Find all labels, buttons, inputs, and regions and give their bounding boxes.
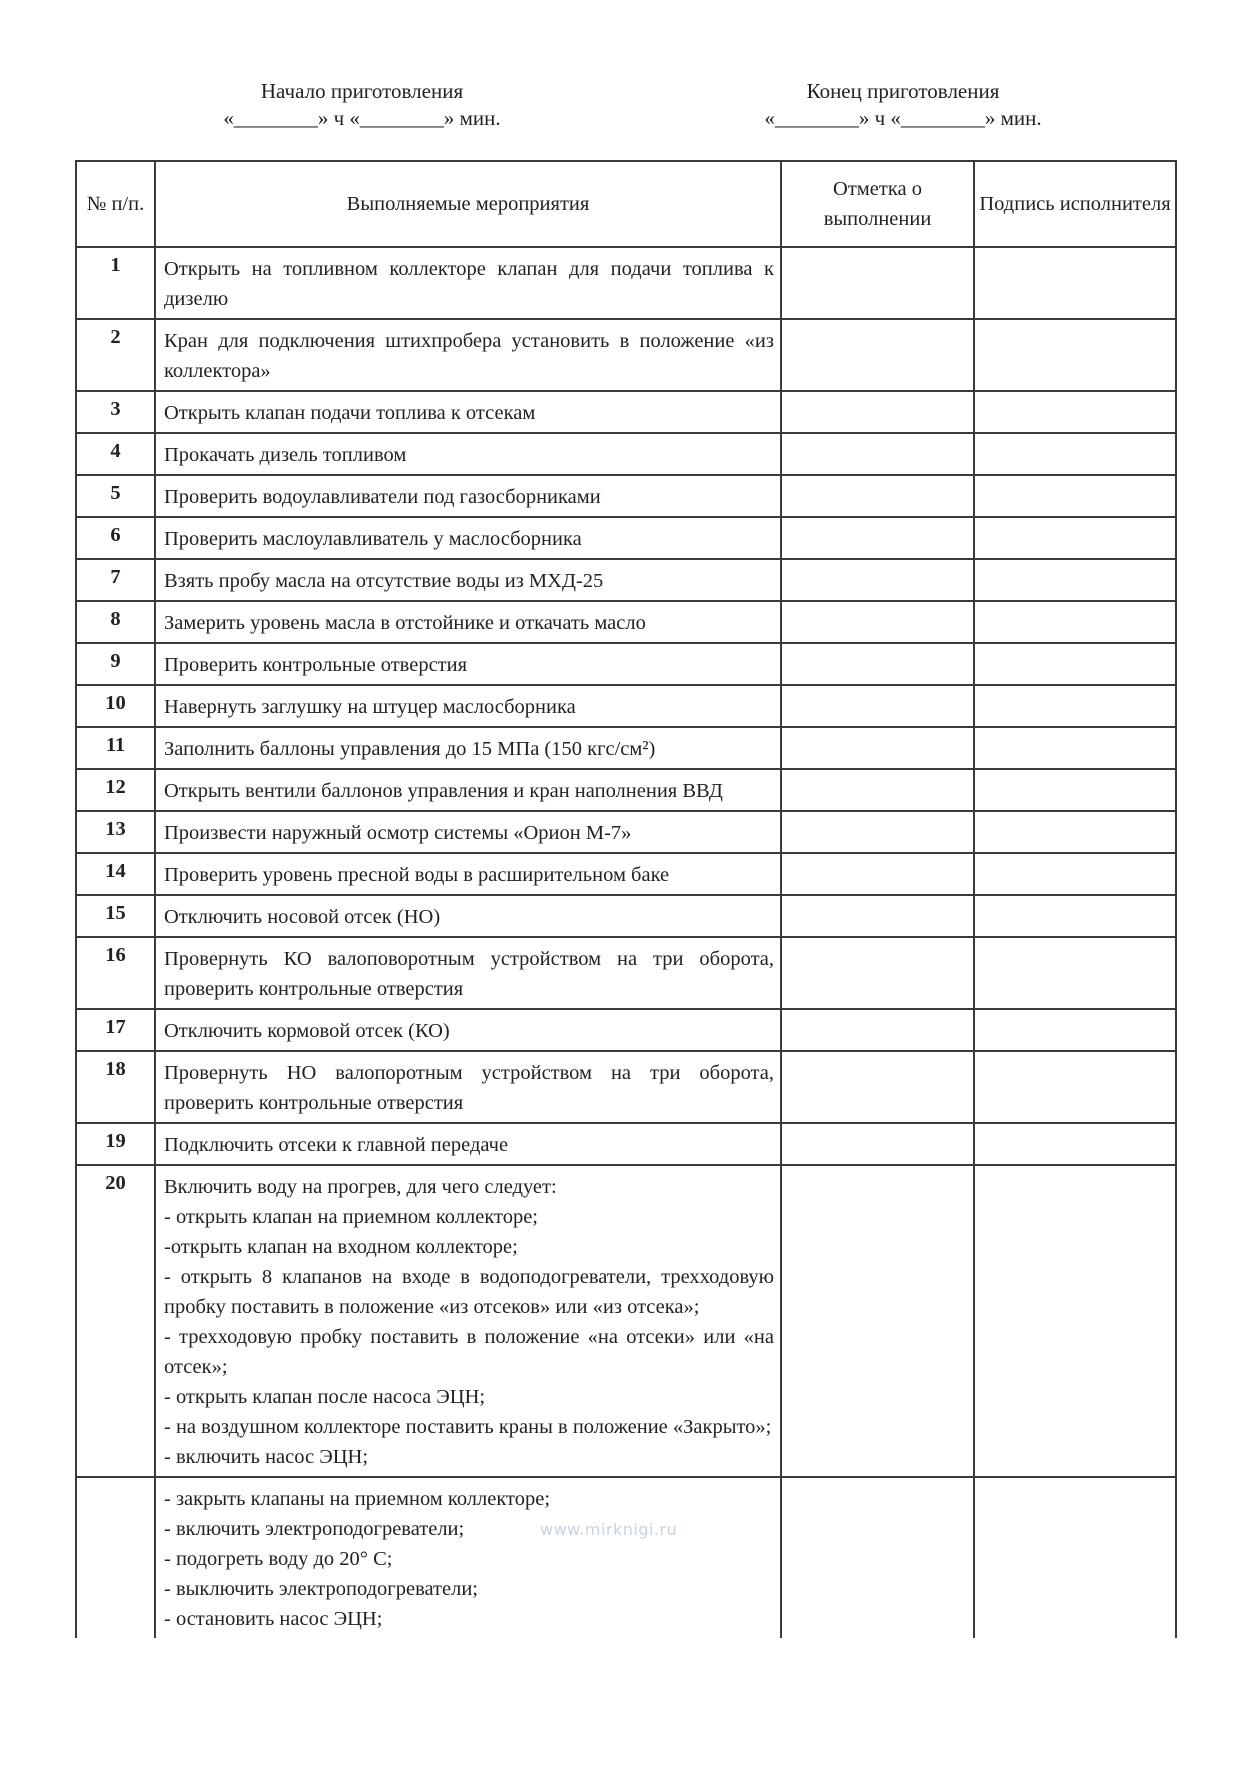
row-task: Прокачать дизель топливом (155, 433, 781, 475)
header-completion-mark: Отметка о выполнении (781, 161, 974, 247)
row-number: 15 (76, 895, 155, 937)
row-task: Подключить отсеки к главной передаче (155, 1123, 781, 1165)
table-row (76, 895, 1176, 937)
table-row (76, 475, 1176, 517)
completion-mark-cell[interactable] (781, 769, 974, 811)
signature-cell[interactable] (974, 1123, 1176, 1165)
row-task: Отключить носовой отсек (НО) (155, 895, 781, 937)
row-number: 7 (76, 559, 155, 601)
table-row (76, 517, 1176, 559)
signature-cell[interactable] (974, 247, 1176, 319)
start-time-block (212, 78, 512, 132)
signature-cell[interactable] (974, 517, 1176, 559)
table-row (76, 685, 1176, 727)
completion-mark-cell[interactable] (781, 937, 974, 1009)
completion-mark-cell[interactable] (781, 895, 974, 937)
step-item: - включить электроподогреватели; (164, 1518, 465, 1540)
completion-mark-cell[interactable] (781, 643, 974, 685)
table-row (76, 769, 1176, 811)
signature-cell[interactable] (974, 391, 1176, 433)
row-task: Проверить водоулавливатели под газосборниками (155, 475, 781, 517)
completion-mark-cell[interactable] (781, 1009, 974, 1051)
step-item: - трехходовую пробку поставить в положение «на отсеки» или «на отсек»; (164, 1326, 774, 1378)
step-item: Включить воду на прогрев, для чего следует: (164, 1176, 557, 1198)
row-number: 14 (76, 853, 155, 895)
row-number: 2 (76, 319, 155, 391)
signature-cell[interactable] (974, 727, 1176, 769)
row-number: 16 (76, 937, 155, 1009)
signature-cell[interactable] (974, 559, 1176, 601)
signature-cell[interactable] (974, 433, 1176, 475)
signature-cell[interactable] (974, 895, 1176, 937)
signature-cell[interactable] (974, 769, 1176, 811)
row-number: 6 (76, 517, 155, 559)
row-number: 9 (76, 643, 155, 685)
row-number: 8 (76, 601, 155, 643)
end-title: Конец приготовления (806, 79, 1000, 103)
completion-mark-cell[interactable] (781, 727, 974, 769)
row-number: 3 (76, 391, 155, 433)
signature-cell[interactable] (974, 685, 1176, 727)
row-number: 19 (76, 1123, 155, 1165)
row-task: Отключить кормовой отсек (КО) (155, 1009, 781, 1051)
step-item: - включить насос ЭЦН; (164, 1446, 369, 1468)
table-row (76, 601, 1176, 643)
header-signature: Подпись исполнителя (974, 161, 1176, 247)
step-item: - выключить электроподогреватели; (164, 1578, 478, 1600)
table-row (76, 1009, 1176, 1051)
start-title: Начало приготовления (260, 79, 464, 103)
end-time-block (745, 78, 1061, 132)
row-task: Взять пробу масла на отсутствие воды из МХД-25 (155, 559, 781, 601)
row-number: 10 (76, 685, 155, 727)
signature-cell[interactable] (974, 319, 1176, 391)
row-task: Провернуть КО валоповоротным устройством на три оборота, проверить контрольные отверстия (155, 937, 781, 1009)
table-row (76, 643, 1176, 685)
step-item: - открыть 8 клапанов на входе в водоподогреватели, трехходовую пробку поставить в положение «из отсеков» или «из отсека»; (164, 1266, 774, 1318)
row-number: 18 (76, 1051, 155, 1123)
row-number: 5 (76, 475, 155, 517)
completion-mark-cell[interactable] (781, 517, 974, 559)
table-row (76, 1051, 1176, 1123)
watermark: www.mirknigi.ru (540, 1520, 678, 1539)
signature-cell[interactable] (974, 1165, 1176, 1477)
table-row (76, 727, 1176, 769)
row-number: 12 (76, 769, 155, 811)
step-item: - подогреть воду до 20° С; (164, 1548, 393, 1570)
signature-cell[interactable] (974, 937, 1176, 1009)
row-task: Заполнить баллоны управления до 15 МПа (150 кгс/см²) (155, 727, 781, 769)
signature-cell[interactable] (974, 475, 1176, 517)
completion-mark-cell[interactable] (781, 1165, 974, 1477)
completion-mark-cell[interactable] (781, 1051, 974, 1123)
row-number: 13 (76, 811, 155, 853)
table-row (76, 1477, 1176, 1638)
table-header-row (76, 161, 1176, 247)
completion-mark-cell[interactable] (781, 1477, 974, 1638)
table-row (76, 811, 1176, 853)
row-task: Открыть клапан подачи топлива к отсекам (155, 391, 781, 433)
row-task: Проверить уровень пресной воды в расширительном баке (155, 853, 781, 895)
completion-mark-cell[interactable] (781, 685, 974, 727)
row-number: 1 (76, 247, 155, 319)
row-task: Открыть вентили баллонов управления и кран наполнения ВВД (155, 769, 781, 811)
completion-mark-cell[interactable] (781, 391, 974, 433)
completion-mark-cell[interactable] (781, 601, 974, 643)
procedure-table (75, 160, 1177, 1638)
row-task-steps (155, 1165, 781, 1477)
row-task: Проверить контрольные отверстия (155, 643, 781, 685)
row-task: Замерить уровень масла в отстойнике и откачать масло (155, 601, 781, 643)
table-row (76, 937, 1176, 1009)
header-number: № п/п. (76, 161, 155, 247)
signature-cell[interactable] (974, 643, 1176, 685)
table-row (76, 433, 1176, 475)
signature-cell[interactable] (974, 601, 1176, 643)
step-item: -открыть клапан на входном коллекторе; (164, 1236, 518, 1258)
row-number: 4 (76, 433, 155, 475)
table-row (76, 247, 1176, 319)
completion-mark-cell[interactable] (781, 559, 974, 601)
row-task: Проверить маслоулавливатель у маслосборника (155, 517, 781, 559)
row-task: Провернуть НО валопоротным устройством на три оборота, проверить контрольные отверстия (155, 1051, 781, 1123)
row-task: Произвести наружный осмотр системы «Орион М-7» (155, 811, 781, 853)
completion-mark-cell[interactable] (781, 853, 974, 895)
completion-mark-cell[interactable] (781, 247, 974, 319)
table-row (76, 1123, 1176, 1165)
table-row (76, 559, 1176, 601)
row-task: Кран для подключения штихпробера установить в положение «из коллектора» (155, 319, 781, 391)
completion-mark-cell[interactable] (781, 433, 974, 475)
signature-cell[interactable] (974, 1477, 1176, 1638)
row-task: Навернуть заглушку на штуцер маслосборника (155, 685, 781, 727)
row-number: 17 (76, 1009, 155, 1051)
header-task: Выполняемые мероприятия (155, 161, 781, 247)
row-task: Открыть на топливном коллекторе клапан для подачи топлива к дизелю (155, 247, 781, 319)
signature-cell[interactable] (974, 1009, 1176, 1051)
step-item: - остановить насос ЭЦН; (164, 1608, 383, 1630)
signature-cell[interactable] (974, 811, 1176, 853)
end-time-field[interactable]: «________» ч «________» мин. (764, 106, 1042, 130)
step-item: - открыть клапан после насоса ЭЦН; (164, 1386, 486, 1408)
row-task-steps (155, 1477, 781, 1638)
step-item: - открыть клапан на приемном коллекторе; (164, 1206, 539, 1228)
table-row (76, 391, 1176, 433)
start-time-field[interactable]: «________» ч «________» мин. (223, 106, 501, 130)
completion-mark-cell[interactable] (781, 811, 974, 853)
step-item: - на воздушном коллекторе поставить краны в положение «Закрыто»; (164, 1416, 772, 1438)
completion-mark-cell[interactable] (781, 1123, 974, 1165)
table-row (76, 853, 1176, 895)
step-item: - закрыть клапаны на приемном коллекторе; (164, 1488, 551, 1510)
row-number: 20 (76, 1165, 155, 1477)
signature-cell[interactable] (974, 1051, 1176, 1123)
row-number (76, 1477, 155, 1638)
table-row (76, 319, 1176, 391)
row-number: 11 (76, 727, 155, 769)
completion-mark-cell[interactable] (781, 319, 974, 391)
signature-cell[interactable] (974, 853, 1176, 895)
completion-mark-cell[interactable] (781, 475, 974, 517)
table-row (76, 1165, 1176, 1477)
